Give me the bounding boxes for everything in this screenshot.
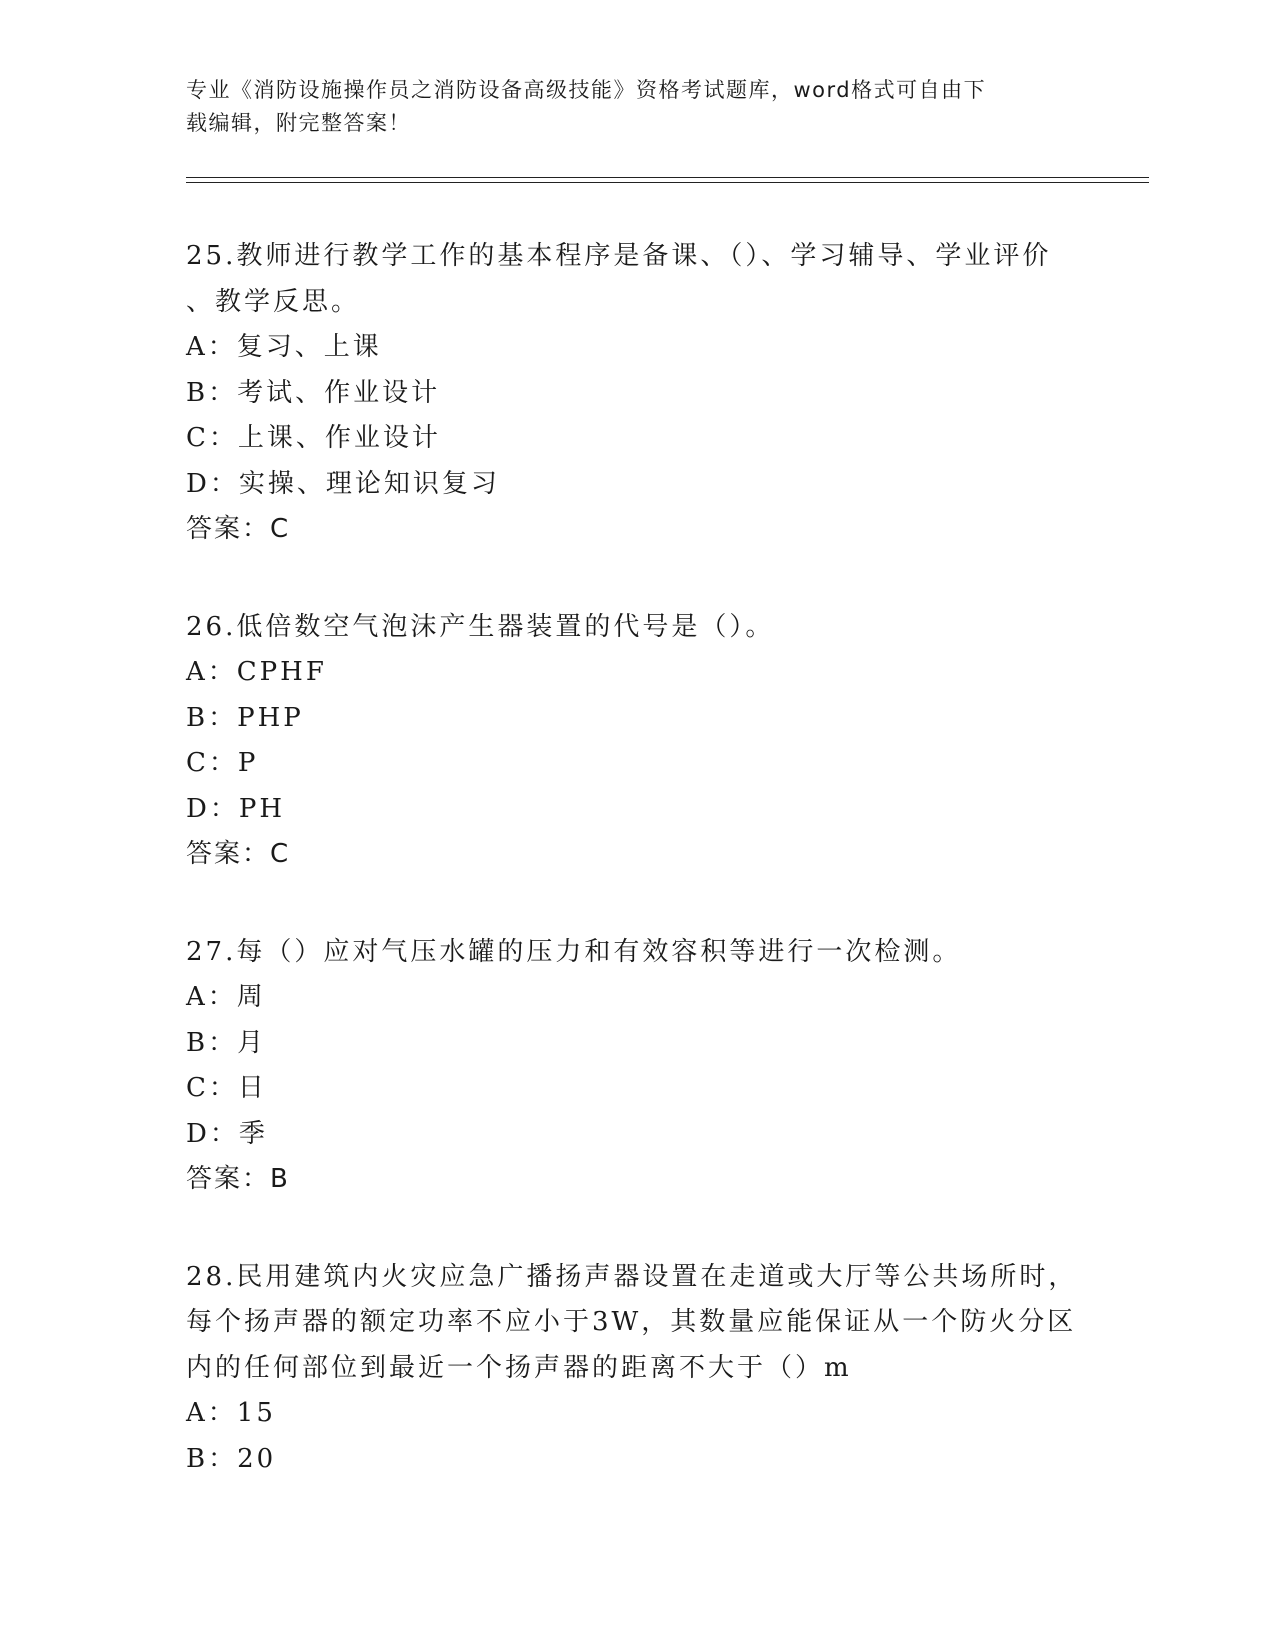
answer-label: 答案：C [186,514,291,544]
question-28 [186,1255,1086,1483]
question-text: 内的任何部位到最近一个扬声器的距离不大于（）m [186,1352,852,1383]
answer-label: 答案：C [186,839,291,869]
question-text: 28.民用建筑内火灾应急广播扬声器设置在走道或大厅等公共场所时， [186,1261,1078,1292]
option-a: A：复习、上课 [186,332,382,362]
option-b: B：考试、作业设计 [186,377,441,408]
question-text: 25.教师进行教学工作的基本程序是备课、（）、学习辅导、学业评价 [186,241,1052,271]
option-c: C：P [186,748,259,778]
option-b: B：月 [186,1027,267,1058]
question-27 [186,930,1086,1203]
option-b: B：20 [186,1443,277,1474]
question-text: 每个扬声器的额定功率不应小于3W，其数量应能保证从一个防火分区 [186,1307,1077,1337]
option-d: D：实操、理论知识复习 [186,468,500,499]
question-text: 、教学反思。 [186,286,361,317]
option-a: A：CPHF [186,657,327,687]
header-line-1: 专业《消防设施操作员之消防设备高级技能》资格考试题库，word格式可自由下 [186,78,987,102]
question-list [186,234,1086,1534]
question-text: 26.低倍数空气泡沫产生器装置的代号是（）。 [186,611,775,642]
document-header [186,74,1066,140]
option-c: C：上课、作业设计 [186,423,441,453]
answer-label: 答案：B [186,1164,290,1194]
option-d: D：PH [186,793,286,824]
question-26 [186,605,1086,878]
option-a: A：15 [186,1398,276,1428]
header-divider-bottom [186,182,1149,183]
header-line-2: 载编辑，附完整答案！ [186,111,411,135]
question-25 [186,234,1086,553]
option-a: A：周 [186,982,266,1012]
option-b: B：PHP [186,702,304,733]
question-text: 27.每（）应对气压水罐的压力和有效容积等进行一次检测。 [186,936,962,967]
option-d: D：季 [186,1118,268,1149]
option-c: C：日 [186,1073,267,1103]
header-divider-top [186,177,1149,178]
